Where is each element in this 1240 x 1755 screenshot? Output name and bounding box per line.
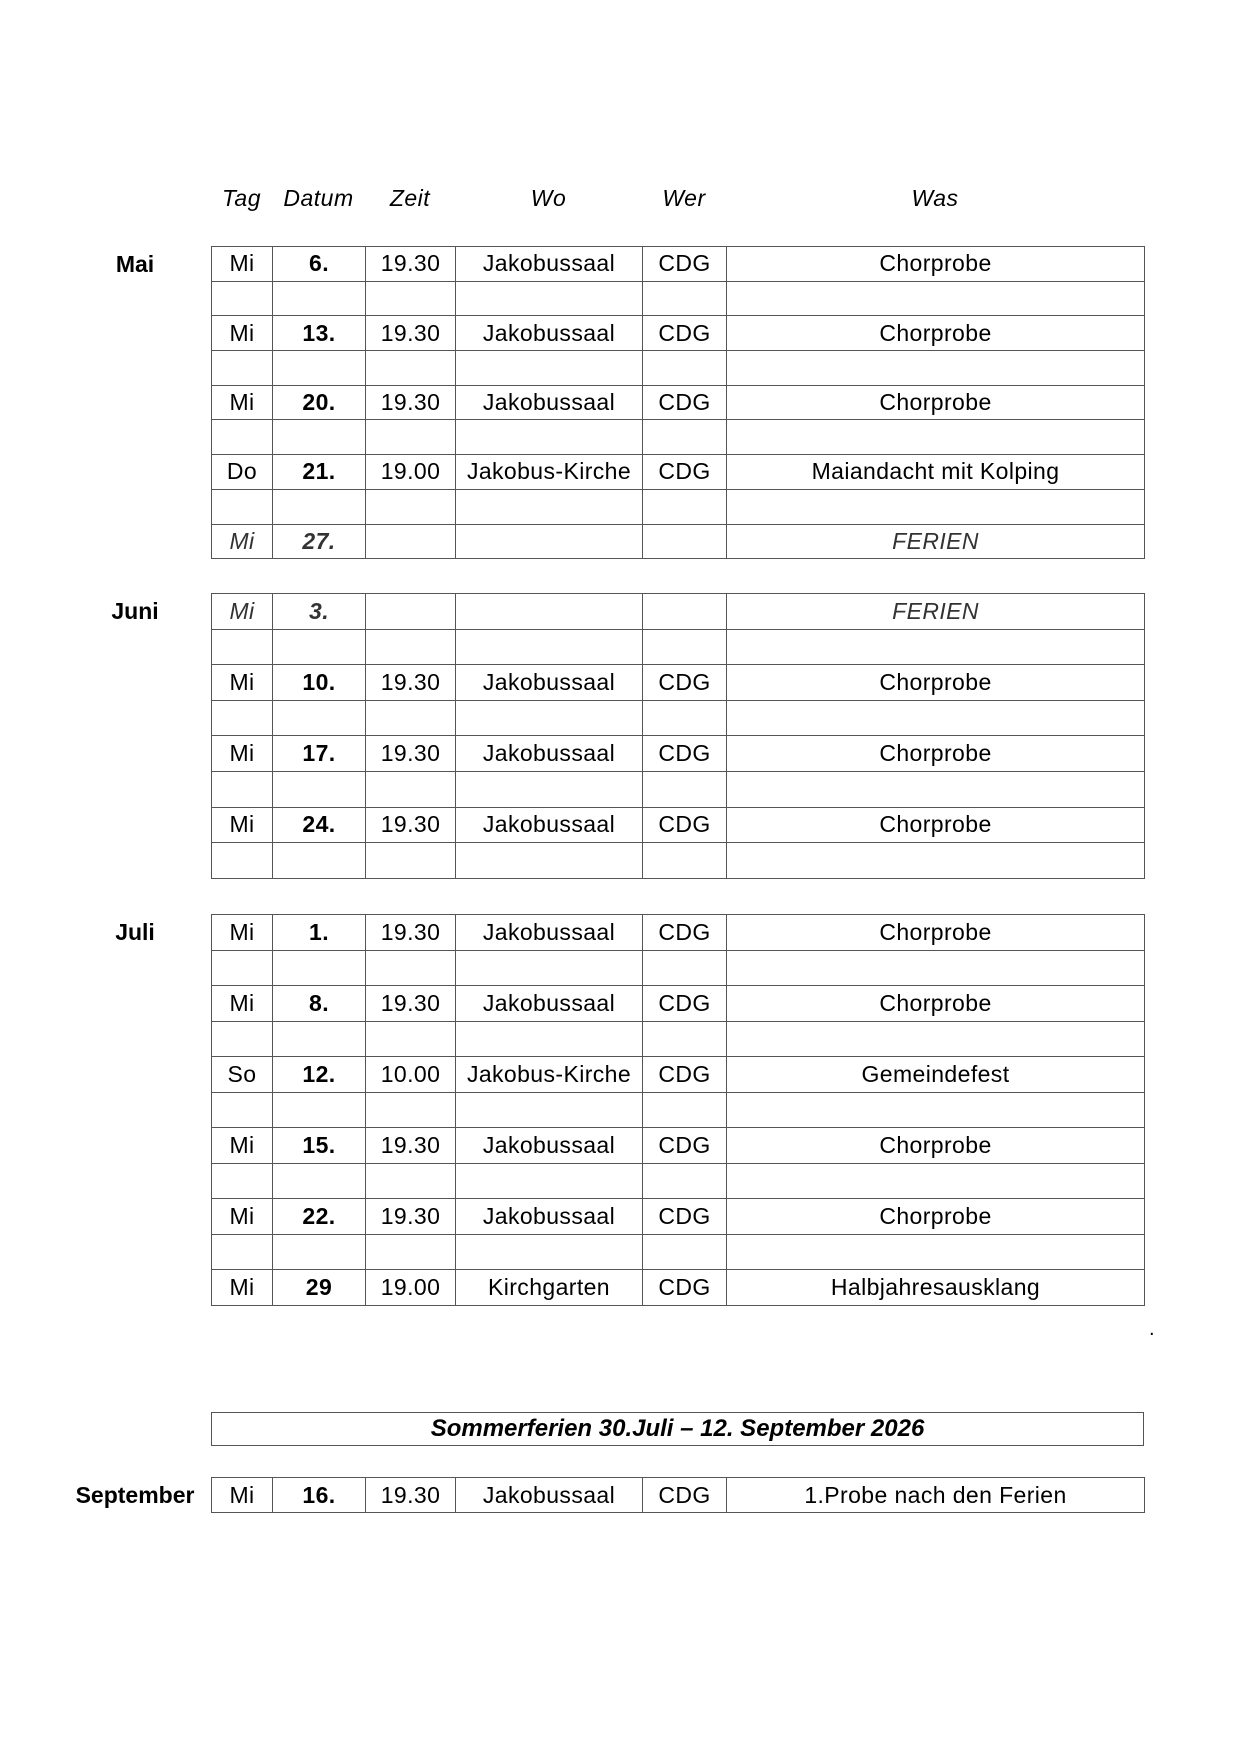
cell-zeit: 19.30 (366, 986, 456, 1022)
cell-was: FERIEN (727, 524, 1145, 559)
schedule-row (212, 1057, 1145, 1093)
cell-wo (456, 524, 643, 559)
cell-zeit (366, 1021, 456, 1057)
cell-wer (643, 281, 727, 316)
cell-wo: Jakobussaal (456, 1478, 643, 1513)
cell-datum (273, 771, 366, 807)
cell-wer: CDG (643, 316, 727, 351)
cell-datum: 15. (273, 1128, 366, 1164)
cell-datum: 13. (273, 316, 366, 351)
cell-zeit (366, 594, 456, 630)
cell-was: Gemeindefest (727, 1057, 1145, 1093)
cell-zeit (366, 351, 456, 386)
cell-wer: CDG (643, 736, 727, 772)
schedule-table (211, 246, 1145, 559)
cell-tag (212, 700, 273, 736)
cell-zeit (366, 700, 456, 736)
schedule-row (212, 1199, 1145, 1235)
blank-row (212, 420, 1145, 455)
cell-datum: 27. (273, 524, 366, 559)
cell-tag (212, 1092, 273, 1128)
cell-datum: 8. (273, 986, 366, 1022)
cell-wo (456, 1234, 643, 1270)
cell-zeit (366, 843, 456, 879)
cell-datum: 3. (273, 594, 366, 630)
blank-row (212, 771, 1145, 807)
cell-wo: Jakobussaal (456, 316, 643, 351)
blank-row (212, 351, 1145, 386)
cell-was (727, 281, 1145, 316)
cell-tag: So (212, 1057, 273, 1093)
cell-tag (212, 950, 273, 986)
cell-tag: Mi (212, 807, 273, 843)
cell-tag (212, 420, 273, 455)
cell-zeit (366, 771, 456, 807)
blank-row (212, 1163, 1145, 1199)
cell-zeit: 19.00 (366, 1270, 456, 1306)
cell-wo (456, 1092, 643, 1128)
cell-zeit (366, 629, 456, 665)
month-label: Mai (115, 251, 155, 277)
cell-wer (643, 1163, 727, 1199)
cell-tag (212, 1163, 273, 1199)
schedule-row (212, 665, 1145, 701)
blank-row (212, 950, 1145, 986)
cell-wo: Kirchgarten (456, 1270, 643, 1306)
schedule-row (212, 247, 1145, 282)
cell-wo: Jakobussaal (456, 247, 643, 282)
cell-datum: 24. (273, 807, 366, 843)
cell-was: Chorprobe (727, 915, 1145, 951)
cell-wo: Jakobussaal (456, 986, 643, 1022)
header-was: Was (911, 185, 959, 211)
cell-datum: 10. (273, 665, 366, 701)
cell-wo (456, 771, 643, 807)
cell-tag (212, 843, 273, 879)
cell-was (727, 1234, 1145, 1270)
cell-tag: Mi (212, 1270, 273, 1306)
cell-datum (273, 420, 366, 455)
schedule-table (211, 593, 1145, 879)
schedule-row (212, 736, 1145, 772)
header-wer: Wer (662, 185, 706, 211)
cell-zeit: 19.00 (366, 455, 456, 490)
cell-datum (273, 1092, 366, 1128)
cell-was: Halbjahresausklang (727, 1270, 1145, 1306)
schedule-row (212, 594, 1145, 630)
cell-wer (643, 629, 727, 665)
cell-wo: Jakobus-Kirche (456, 1057, 643, 1093)
cell-zeit: 19.30 (366, 665, 456, 701)
cell-wer: CDG (643, 1128, 727, 1164)
cell-datum (273, 351, 366, 386)
cell-wer: CDG (643, 247, 727, 282)
cell-zeit: 19.30 (366, 736, 456, 772)
blank-row (212, 843, 1145, 879)
cell-tag: Mi (212, 594, 273, 630)
cell-was (727, 771, 1145, 807)
schedule-row (212, 915, 1145, 951)
cell-tag: Mi (212, 665, 273, 701)
cell-zeit (366, 1234, 456, 1270)
cell-wer: CDG (643, 385, 727, 420)
cell-was: Chorprobe (727, 247, 1145, 282)
schedule-row (212, 807, 1145, 843)
cell-zeit (366, 420, 456, 455)
cell-was (727, 420, 1145, 455)
schedule-row (212, 316, 1145, 351)
cell-was: FERIEN (727, 594, 1145, 630)
cell-tag: Mi (212, 1478, 273, 1513)
cell-tag (212, 489, 273, 524)
cell-zeit: 19.30 (366, 1199, 456, 1235)
cell-datum: 17. (273, 736, 366, 772)
cell-wer: CDG (643, 807, 727, 843)
cell-zeit: 19.30 (366, 316, 456, 351)
cell-was: Chorprobe (727, 1128, 1145, 1164)
blank-row (212, 629, 1145, 665)
cell-datum: 1. (273, 915, 366, 951)
cell-was (727, 351, 1145, 386)
cell-wer: CDG (643, 455, 727, 490)
cell-wo (456, 700, 643, 736)
cell-datum: 16. (273, 1478, 366, 1513)
cell-was (727, 629, 1145, 665)
cell-zeit (366, 1163, 456, 1199)
cell-was: Chorprobe (727, 665, 1145, 701)
header-wo: Wo (530, 185, 567, 211)
month-label: Juni (111, 598, 159, 624)
cell-wer (643, 351, 727, 386)
header-zeit: Zeit (389, 185, 431, 211)
cell-tag: Do (212, 455, 273, 490)
cell-wer (643, 524, 727, 559)
cell-zeit: 19.30 (366, 807, 456, 843)
cell-wo (456, 843, 643, 879)
cell-zeit (366, 281, 456, 316)
blank-row (212, 281, 1145, 316)
cell-was: Chorprobe (727, 316, 1145, 351)
cell-wer: CDG (643, 1478, 727, 1513)
cell-wer: CDG (643, 986, 727, 1022)
cell-zeit (366, 1092, 456, 1128)
schedule-row (212, 986, 1145, 1022)
cell-datum (273, 843, 366, 879)
cell-wer: CDG (643, 665, 727, 701)
cell-was: Chorprobe (727, 986, 1145, 1022)
cell-zeit (366, 489, 456, 524)
blank-row (212, 1234, 1145, 1270)
cell-was (727, 843, 1145, 879)
cell-wer (643, 1234, 727, 1270)
cell-was (727, 1163, 1145, 1199)
cell-tag: Mi (212, 915, 273, 951)
blank-row (212, 1021, 1145, 1057)
cell-zeit (366, 524, 456, 559)
cell-wer (643, 771, 727, 807)
cell-wer (643, 420, 727, 455)
cell-was: Chorprobe (727, 807, 1145, 843)
cell-wer (643, 843, 727, 879)
cell-was: Chorprobe (727, 1199, 1145, 1235)
cell-wer: CDG (643, 915, 727, 951)
cell-datum (273, 950, 366, 986)
cell-zeit: 19.30 (366, 915, 456, 951)
cell-was (727, 489, 1145, 524)
schedule-row (212, 1270, 1145, 1306)
cell-datum: 20. (273, 385, 366, 420)
cell-tag: Mi (212, 247, 273, 282)
cell-tag (212, 629, 273, 665)
cell-wer (643, 489, 727, 524)
cell-datum (273, 629, 366, 665)
schedule-row (212, 524, 1145, 559)
cell-wo (456, 489, 643, 524)
month-label: Juli (115, 919, 155, 945)
cell-wo: Jakobussaal (456, 1199, 643, 1235)
cell-was: Chorprobe (727, 385, 1145, 420)
cell-wer (643, 594, 727, 630)
cell-datum (273, 281, 366, 316)
cell-zeit: 10.00 (366, 1057, 456, 1093)
cell-was (727, 700, 1145, 736)
cell-wer (643, 1092, 727, 1128)
header-datum: Datum (283, 185, 354, 211)
cell-wo: Jakobussaal (456, 807, 643, 843)
cell-tag (212, 351, 273, 386)
cell-wo (456, 1021, 643, 1057)
cell-wer (643, 1021, 727, 1057)
cell-was: 1.Probe nach den Ferien (727, 1478, 1145, 1513)
cell-tag: Mi (212, 524, 273, 559)
cell-zeit (366, 950, 456, 986)
cell-tag: Mi (212, 986, 273, 1022)
cell-wer (643, 700, 727, 736)
cell-tag: Mi (212, 316, 273, 351)
cell-was: Chorprobe (727, 736, 1145, 772)
cell-tag (212, 1021, 273, 1057)
blank-row (212, 489, 1145, 524)
cell-tag (212, 771, 273, 807)
cell-zeit: 19.30 (366, 385, 456, 420)
cell-wo (456, 351, 643, 386)
cell-was (727, 1021, 1145, 1057)
blank-row (212, 1092, 1145, 1128)
cell-tag: Mi (212, 736, 273, 772)
cell-datum (273, 1021, 366, 1057)
cell-was (727, 1092, 1145, 1128)
cell-wo (456, 1163, 643, 1199)
cell-wer (643, 950, 727, 986)
month-label: September (75, 1482, 195, 1508)
cell-wo (456, 281, 643, 316)
cell-datum (273, 1234, 366, 1270)
cell-wo (456, 420, 643, 455)
cell-wo (456, 950, 643, 986)
cell-datum (273, 1163, 366, 1199)
cell-wer: CDG (643, 1199, 727, 1235)
cell-wer: CDG (643, 1057, 727, 1093)
schedule-table (211, 914, 1145, 1306)
cell-datum: 29 (273, 1270, 366, 1306)
cell-datum: 12. (273, 1057, 366, 1093)
cell-wo: Jakobussaal (456, 736, 643, 772)
cell-tag: Mi (212, 385, 273, 420)
schedule-row (212, 1128, 1145, 1164)
cell-wo: Jakobussaal (456, 385, 643, 420)
summer-break-banner: Sommerferien 30.Juli – 12. September 2026 (211, 1412, 1144, 1446)
cell-datum (273, 489, 366, 524)
cell-datum (273, 700, 366, 736)
cell-tag: Mi (212, 1199, 273, 1235)
cell-wo (456, 629, 643, 665)
cell-tag (212, 281, 273, 316)
cell-wo: Jakobussaal (456, 1128, 643, 1164)
cell-datum: 6. (273, 247, 366, 282)
cell-wo: Jakobus-Kirche (456, 455, 643, 490)
cell-wo: Jakobussaal (456, 665, 643, 701)
cell-tag (212, 1234, 273, 1270)
cell-wo: Jakobussaal (456, 915, 643, 951)
blank-row (212, 700, 1145, 736)
schedule-row (212, 385, 1145, 420)
schedule-table (211, 1477, 1145, 1513)
cell-was: Maiandacht mit Kolping (727, 455, 1145, 490)
cell-tag: Mi (212, 1128, 273, 1164)
cell-datum: 21. (273, 455, 366, 490)
cell-zeit: 19.30 (366, 247, 456, 282)
cell-was (727, 950, 1145, 986)
cell-datum: 22. (273, 1199, 366, 1235)
cell-wo (456, 594, 643, 630)
header-tag: Tag (221, 185, 262, 211)
stray-dot: . (1149, 1318, 1155, 1340)
schedule-row (212, 455, 1145, 490)
cell-zeit: 19.30 (366, 1128, 456, 1164)
schedule-row (212, 1478, 1145, 1513)
cell-zeit: 19.30 (366, 1478, 456, 1513)
cell-wer: CDG (643, 1270, 727, 1306)
